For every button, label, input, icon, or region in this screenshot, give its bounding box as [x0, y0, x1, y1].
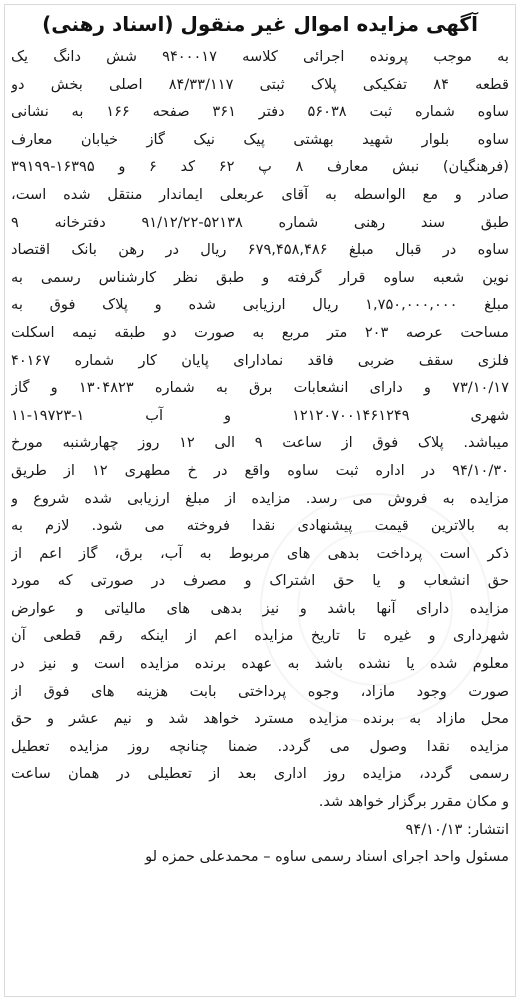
notice-line: شهرداری و غیره تا تاریخ مزایده اعم از اینکه رقم قطعی آن	[11, 627, 509, 645]
notice-line: ساوه شماره ثبت ۵۶۰۳۸ دفتر ۳۶۱ صفحه ۱۶۶ به نشانی	[11, 103, 509, 121]
signature-line: مسئول واحد اجرای اسناد رسمی ساوه – محمدعلی حمزه لو	[145, 848, 509, 866]
notice-line: رسمی گردد، مزایده روز اداری بعد از تعطیلی در همان ساعت	[11, 765, 509, 783]
notice-line: معلوم شده یا نشده باشد به عهده برنده مزایده است و نیز در	[11, 655, 509, 673]
notice-title: آگهی مزایده اموال غیر منقول (اسناد رهنی)	[42, 12, 478, 36]
notice-line: به موجب پرونده اجرائی کلاسه ۹۴۰۰۰۱۷ شش دانگ یک	[11, 48, 509, 65]
notice-line: شهری ۱۲۱۲۰۷۰۰۱۴۶۱۲۴۹ و آب ۱-۱۹۷۲۳-۱۱	[11, 406, 509, 424]
notice-line: صورت وجود مازاد، وجوه پرداختی بابت هزینه های فوق از	[11, 682, 509, 700]
notice-line: مزایده دارای آنها باشد و نیز بدهی های مالیاتی و عوارض	[11, 599, 509, 617]
notice-line: نوین شعبه ساوه قرار گرفته و طبق نظر کارشناس رسمی به	[11, 268, 509, 286]
notice-line: ساوه در قبال مبلغ ۶۷۹,۴۵۸,۴۸۶ ریال در رهن بانک اقتصاد	[11, 241, 509, 259]
notice-line: محل مازاد به برنده مزایده مسترد خواهد شد و نیم عشر و حق	[11, 710, 509, 728]
notice-line: مساحت عرصه ۲۰۳ متر مربع به صورت دو طبقه نیمه اسکلت	[11, 323, 509, 341]
notice-body	[5, 43, 515, 871]
notice-line: ساوه بلوار شهید بهشتی پیک نیک گاز خیابان معارف	[11, 130, 509, 148]
auction-notice	[4, 4, 516, 997]
publish-date: انتشار: ۹۴/۱۰/۱۳	[405, 820, 509, 838]
notice-line: مبلغ ۱,۷۵۰,۰۰۰,۰۰۰ ریال ارزیابی شده و پلاک فوق به	[11, 296, 509, 314]
notice-line: مزایده به فروش می رسد. مزایده از مبلغ ارزیابی شده شروع و	[11, 489, 509, 507]
notice-line: ۷۳/۱۰/۱۷ و دارای انشعابات برق به شماره ۱۳۰۴۸۲۳ و گاز	[11, 379, 509, 397]
notice-line: به بالاترین قیمت پیشنهادی نقدا فروخته می شود. لازم به	[11, 517, 509, 535]
notice-line: میباشد. پلاک فوق از ساعت ۹ الی ۱۲ روز چهارشنبه مورخ	[11, 434, 509, 452]
notice-line: طبق سند رهنی شماره ۵۲۱۳۸-۹۱/۱۲/۲۲ دفترخانه ۹	[11, 213, 509, 231]
notice-line: و مکان مقرر برگزار خواهد شد.	[318, 793, 509, 811]
notice-line: ۹۴/۱۰/۳۰ در اداره ثبت ساوه واقع در خ مطهری ۱۲ از طریق	[11, 461, 509, 479]
notice-line: قطعه ۸۴ تفکیکی پلاک ثبتی ۸۴/۳۳/۱۱۷ اصلی بخش دو	[11, 75, 509, 93]
notice-line: (فرهنگیان) نبش معارف ۸ پ ۶۲ کد ۶ و ۱۶۳۹۵-۳۹۱۹۹	[11, 158, 509, 176]
notice-line: حق انشعاب و یا حق اشتراک و مصرف در صورتی که مورد	[11, 572, 509, 590]
notice-line: مزایده نقدا وصول می گردد. ضمنا چنانچه روز مزایده تعطیل	[11, 737, 509, 755]
notice-line: ذکر است پرداخت بدهی های مربوط به آب، برق، گاز اعم از	[11, 544, 509, 562]
notice-line: صادر و مع الواسطه به آقای عربعلی ایماندار منتقل شده است،	[11, 185, 509, 203]
notice-line: فلزی سقف ضربی فاقد نمادارای پایان کار شماره ۴۰۱۶۷	[11, 351, 509, 369]
